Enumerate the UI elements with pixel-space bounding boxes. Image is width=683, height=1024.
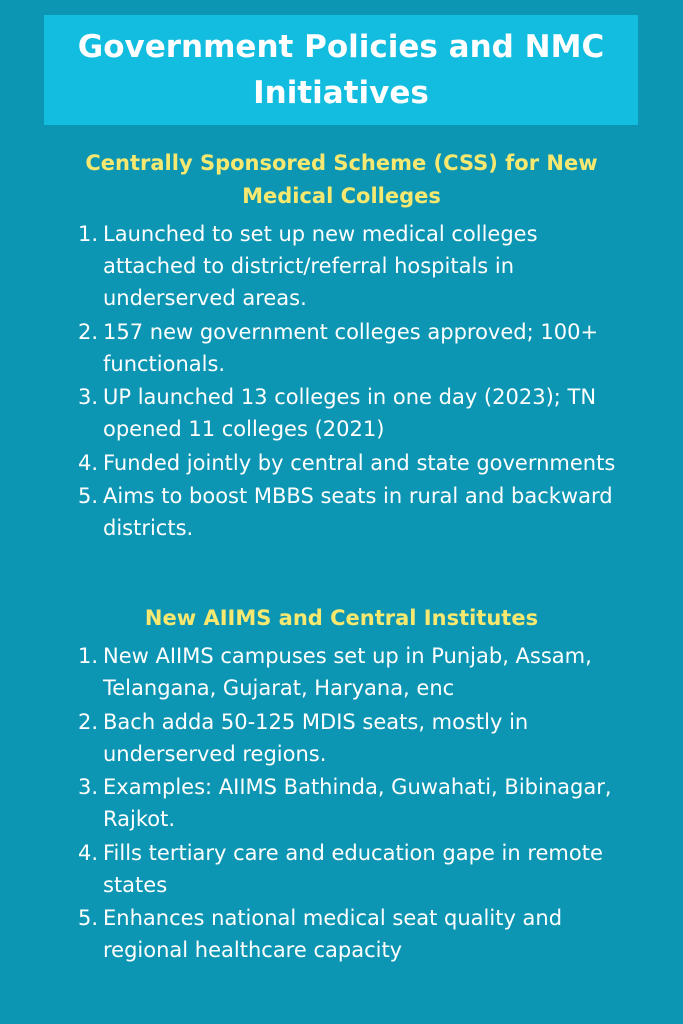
item-number: 1.	[78, 644, 99, 668]
item-list	[78, 218, 618, 546]
item-number: 3.	[78, 385, 99, 409]
item-text: Fills tertiary care and education gape in remote states	[103, 840, 603, 897]
list-item	[78, 706, 618, 770]
item-number: 5.	[78, 906, 99, 930]
item-text: Enhances national medical seat quality and regional healthcare capacity	[103, 906, 563, 962]
item-number: 4.	[78, 840, 99, 865]
item-number: 4.	[78, 450, 99, 475]
section-css	[0, 147, 683, 540]
item-text: Launched to set up new medical colleges attached to district/referral hospitals in underserved areas.	[103, 222, 538, 310]
item-list	[78, 640, 618, 968]
item-text: Aims to boost MBBS seats in rural and backward districts.	[103, 484, 613, 540]
item-text: Bach adda 50-125 MDIS seats, mostly in underserved regions.	[103, 709, 529, 766]
item-number: 2.	[78, 319, 99, 344]
section-heading: Centrally Sponsored Scheme (CSS) for New Medical Colleges	[85, 151, 598, 208]
title-banner	[44, 15, 638, 125]
item-text: Funded jointly by central and state governments	[103, 450, 616, 475]
item-number: 1.	[78, 222, 99, 246]
item-text: 157 new government colleges approved; 100+ functionals.	[103, 319, 599, 376]
item-number: 3.	[78, 775, 99, 799]
section-aiims	[0, 602, 683, 962]
item-number: 5.	[78, 484, 99, 508]
list-item	[78, 480, 618, 544]
list-item	[78, 218, 618, 314]
item-number: 2.	[78, 709, 99, 734]
item-text: Examples: AIIMS Bathinda, Guwahati, Bibinagar, Rajkot.	[103, 775, 612, 831]
list-item	[78, 771, 618, 835]
item-text: New AIIMS campuses set up in Punjab, Assam, Telangana, Gujarat, Haryana, enc	[103, 644, 592, 700]
list-item	[78, 640, 618, 704]
item-text: UP launched 13 colleges in one day (2023); TN opened 11 colleges (2021)	[103, 385, 597, 441]
list-item	[78, 447, 618, 479]
page-title: Government Policies and NMC Initiatives	[77, 29, 605, 111]
list-item	[78, 381, 618, 445]
list-item	[78, 837, 618, 901]
section-heading: New AIIMS and Central Institutes	[144, 606, 539, 630]
list-item	[78, 316, 618, 380]
list-item	[78, 902, 618, 966]
